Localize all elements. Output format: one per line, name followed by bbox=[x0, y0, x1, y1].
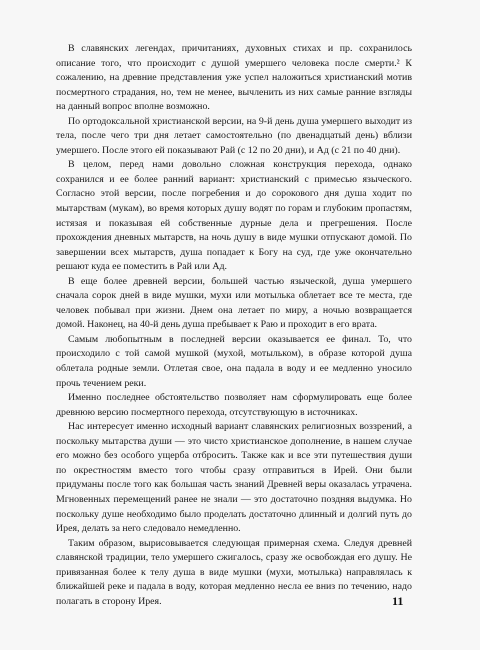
paragraph-6: Именно последнее обстоятельство позволяет нам сформулировать еще более древнюю версию посмертного перехода, отсутствующую в источниках. bbox=[56, 392, 412, 418]
paragraph-2: По ортодоксальной христианской версии, на 9-й день душа умершего выходит из тела, после чего три дня летает самостоятельно (по двенадцатый день) вблизи умершего. После этого ей показывают Рай (с 12 по 20 дни), и Ад (с 21 по 40 дни). bbox=[56, 115, 412, 156]
paragraph-1: В славянских легендах, причитаниях, духовных стихах и пр. сохранилось описание того, что происходит с душой умершего человека после смерти.² К сожалению, на древние представления уже успел наложиться христианский мотив посмертного страдания, но, тем не менее, вычленить из них самые ранние взгляды на данный вопрос вполне возможно. bbox=[56, 43, 412, 113]
page-number: 11 bbox=[392, 594, 404, 608]
paragraph-5: Самым любопытным в последней версии оказывается ее финал. То, что происходило с той самой мушкой (мухой, мотыльком), в образе которой душа облетала родные земли. Отлетая свое, она падала в воду и ее медленно уносило прочь течением реки. bbox=[56, 333, 412, 389]
paragraph-4: В еще более древней версии, большей частью языческой, душа умершего сначала сорок дней в виде мушки, мухи или мотылька облетает все те места, где человек побывал при жизни. Днем она летает по миру, а ночью возвращается домой. Наконец, на 40-й день душа пребывает к Раю и проходит в его врата. bbox=[56, 275, 412, 331]
paragraph-3: В целом, перед нами довольно сложная конструкция перехода, однако сохранился и ее более ранний вариант: христианский с примесью языческого. Согласно этой версии, после погребения и до сорокового дня душа ходит по мытарствам (мукам), во время которых душу водят по горам и глубоким пропастям, истязая и показывая ей собственные дурные дела и прегрешения. После прохождения дневных мытарств, на ночь душу в виде мушки отпускают домой. По завершении всех мытарств, душа попадает к Богу на суд, где уже окончательно решают куда ее поместить в Рай или Ад. bbox=[56, 159, 412, 273]
paragraph-8: Таким образом, вырисовывается следующая примерная схема. Следуя древней славянской традиции, тело умершего сжигалось, сразу же освобождая его душу. Не привязанная более к телу душа в виде мушки (мухи, мотылька) направлялась к ближайшей реке и падала в воду, которая медленно несла ее вниз по течению, надо полагать в сторону Ирея. bbox=[56, 537, 412, 607]
body-text bbox=[56, 42, 412, 609]
paragraph-7: Нас интересует именно исходный вариант славянских религиозных воззрений, а поскольку мытарства души — это чисто христианское дополнение, в нашем случае его можно без особого ущерба отбросить. Также как и все эти путешествия души по окрестностям вместо того чтобы сразу отправиться в Ирей. Они были придуманы после того как большая часть знаний Древней веры оказалась утрачена. Мгновенных перемещений ранее не знали — это достаточно поздняя выдумка. Но поскольку душе необходимо было проделать достаточно длинный и долгий путь до Ирея, делать за него следовало немедленно. bbox=[56, 421, 412, 535]
